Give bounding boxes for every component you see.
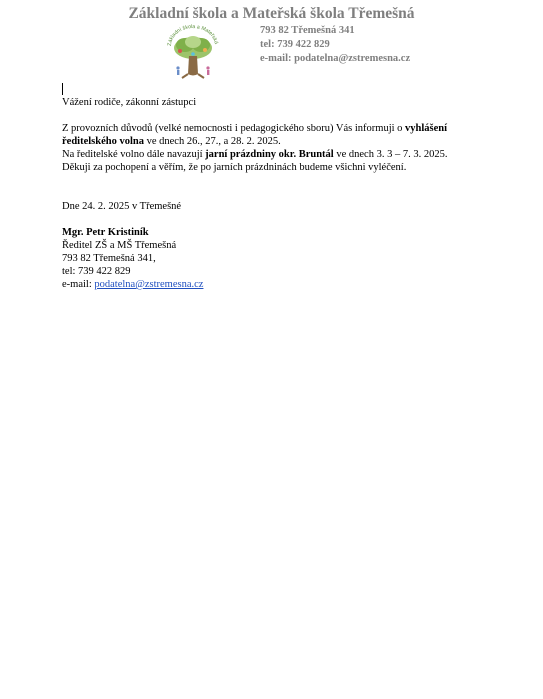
signature-name-bold: Mgr. Petr Kristiník (62, 227, 149, 238)
p2-text-b: ve dnech 3. 3 – 7. 3. 2025. (333, 149, 448, 160)
letterhead-phone: tel: 739 422 829 (260, 39, 330, 50)
letterhead-contact (260, 24, 410, 66)
paragraph-3: Děkuji za pochopení a věřím, že po jarních prázdninách budeme všichni vyléčení. (62, 162, 407, 173)
signature-address: 793 82 Třemešná 341, (62, 253, 156, 264)
letter-body[interactable] (62, 96, 502, 291)
paragraph-1-line-1 (62, 122, 502, 135)
p1-bold-a: vyhlášení (405, 123, 448, 134)
greeting-line: Vážení rodiče, zákonní zástupci (62, 97, 197, 108)
p1-bold-b: ředitelského volna (62, 136, 144, 147)
letterhead-email: e-mail: podatelna@zstremesna.cz (260, 53, 411, 64)
signature-name (62, 226, 502, 239)
signature-email-link[interactable]: podatelna@zstremesna.cz (94, 279, 204, 290)
paragraph-2 (62, 148, 502, 161)
date-line: Dne 24. 2. 2025 v Třemešné (62, 201, 182, 212)
signature-email (62, 278, 502, 291)
signature-email-label: e-mail: (62, 279, 95, 290)
paragraph-1-line-2 (62, 135, 502, 148)
text-cursor (62, 83, 63, 95)
p1-text-b: ve dnech 26., 27., a 28. 2. 2025. (143, 136, 281, 147)
p2-bold: jarní prázdniny okr. Bruntál (205, 149, 334, 160)
p1-text-a: Z provozních důvodů (velké nemocnosti i pedagogického sboru) Vás informuji o (62, 123, 406, 134)
signature-phone: tel: 739 422 829 (62, 266, 131, 277)
school-tree-logo-icon (163, 24, 223, 80)
signature-role: Ředitel ZŠ a MŠ Třemešná (62, 240, 177, 251)
school-name-heading: Základní škola a Mateřská škola Třemešná (128, 5, 415, 22)
logo-arc-text: Základní škola a Mateřská (166, 24, 219, 47)
letterhead-address: 793 82 Třemešná 341 (260, 25, 355, 36)
p2-text-a: Na ředitelské volno dále navazují (62, 149, 206, 160)
